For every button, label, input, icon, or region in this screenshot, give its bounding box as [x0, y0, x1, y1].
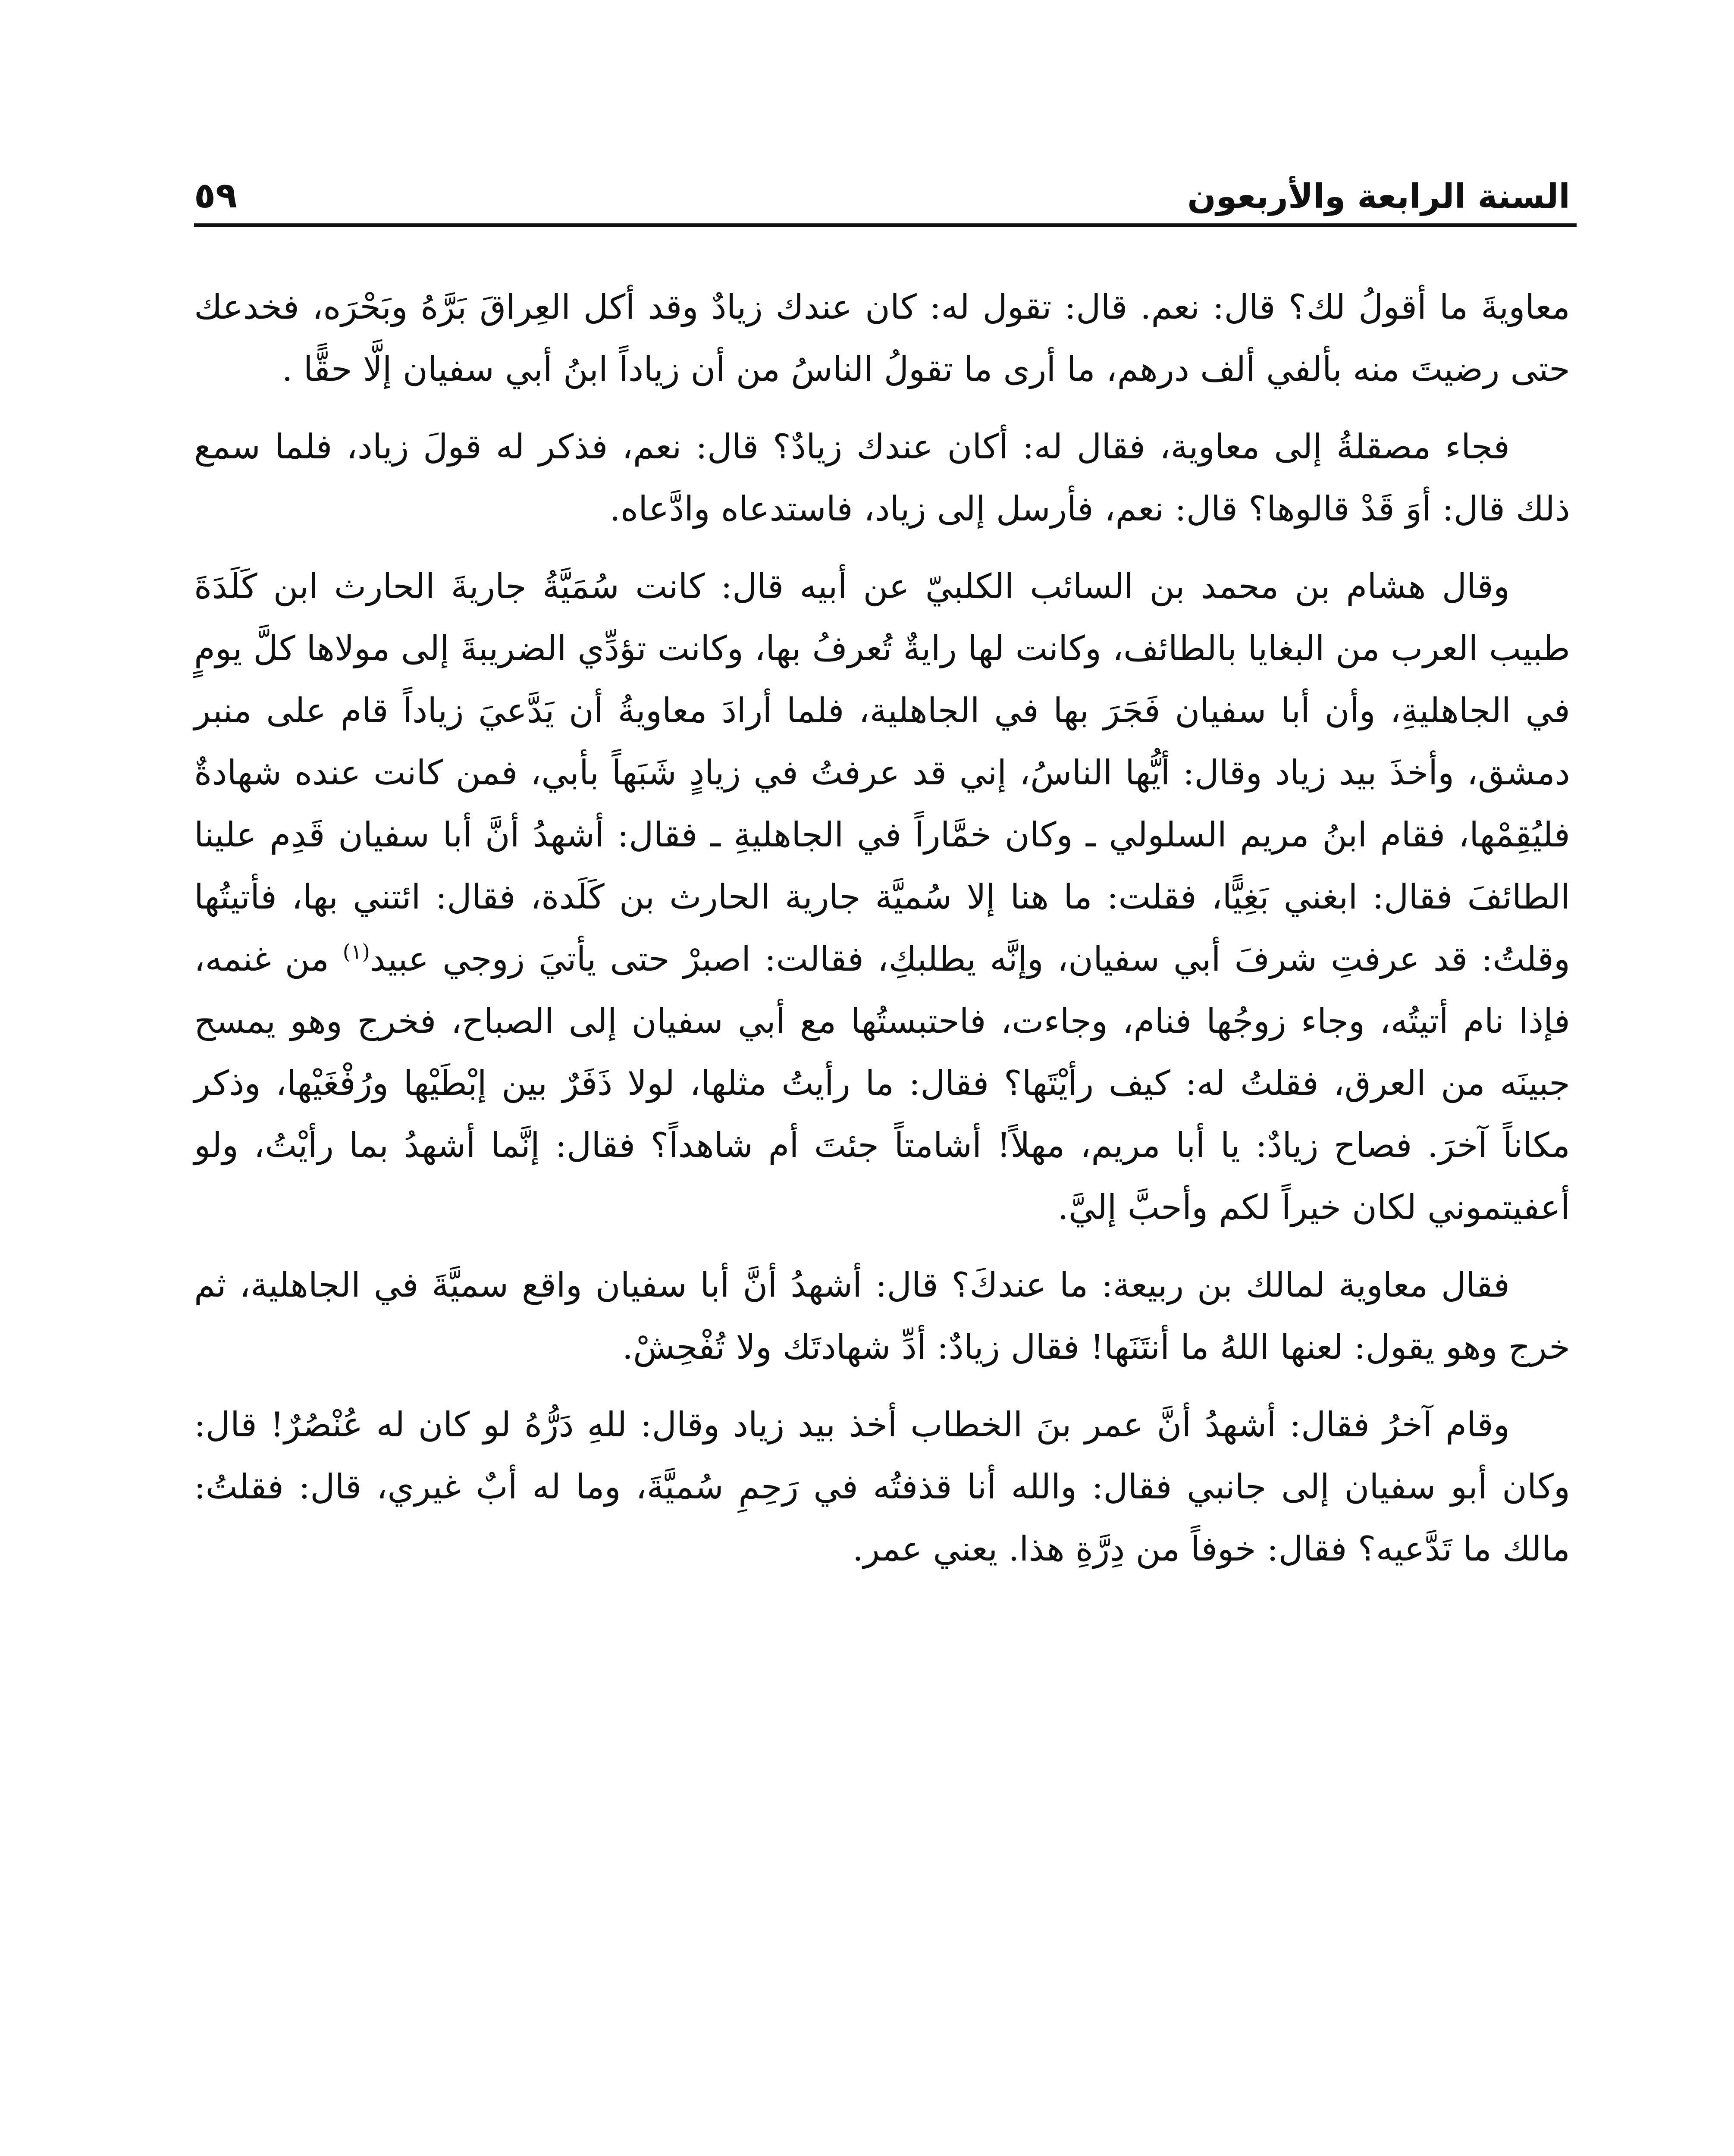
paragraph-umar-testimony: وقام آخرُ فقال: أشهدُ أنَّ عمر بنَ الخطاب أخذ بيد زياد وقال: للهِ دَرُّهُ لو كان له عُنْصُرٌ! قال: وكان أبو سفيان إلى جانبي فقال: والله أنا قذفتُه في رَحِمِ سُميَّةَ، وما له أبٌ غيري، قال: فقلتُ: مالك ما تَدَّعيه؟ فقال: خوفاً من دِرَّةِ هذا. يعني عمر. [194, 1405, 1570, 1569]
paragraph-text-part: وقال هشام بن محمد بن السائب الكلبيّ عن أبيه قال: كانت سُمَيَّةُ جاريةَ الحارث ابن كَلَدَةَ طبيب العرب من البغايا بالطائف، وكانت لها رايةٌ تُعرفُ بها، وكانت تؤدِّي الضريبةَ إلى مولاها كلَّ يومٍ في الجاهليةِ، وأن أبا سفيان فَجَرَ بها في الجاهلية، فلما أرادَ معاويةُ أن يَدَّعيَ زياداً قام على منبر دمشق، وأخذَ بيد زياد وقال: أيُّها الناسُ، إني قد عرفتُ في زيادٍ شَبَهاً بأبي، فمن كانت عنده شهادةٌ فليُقِمْها، فقام ابنُ مريم السلولي ـ وكان خمَّاراً في الجاهليةِ ـ فقال: أشهدُ أنَّ أبا سفيان قَدِم علينا الطائفَ فقال: ابغني بَغِيًّا، فقلت: ما هنا إلا سُميَّة جارية الحارث بن كَلَدة، فقال: ائتني بها، فأتيتُها وقلتُ: قد عرفتِ شرفَ أبي سفيان، وإنَّه يطلبكِ، فقالت: اصبرْ حتى يأتيَ زوجي عبيد [194, 567, 1570, 979]
paragraph-continuation: معاويةَ ما أقولُ لك؟ قال: نعم. قال: تقول له: كان عندك زيادٌ وقد أكل العِراقَ بَرَّهُ وبَحْرَه، فخدعك حتى رضيتَ منه بألفي ألف درهم، ما أرى ما تقولُ الناسُ من أن زياداً ابنُ أبي سفيان إلَّا حقًّا . [194, 287, 1570, 389]
paragraph-text-part: من غنمه، فإذا نام أتيتُه، وجاء زوجُها فنام، وجاءت، فاحتبستُها مع أبي سفيان إلى الصباح، فخرج وهو يمسح جبينَه من العرق، فقلتُ له: كيف رأيْتَها؟ فقال: ما رأيتُ مثلها، لولا ذَفَرٌ بين إبْطَيْها ورُفْغَيْها، وذكر مكاناً آخرَ. فصاح زيادٌ: يا أبا مريم، مهلاً! أشامتاً جئتَ أم شاهداً؟ فقال: إنَّما أشهدُ بما رأيْتُ، ولو أعفيتموني لكان خيراً لكم وأحبَّ إليَّ. [194, 939, 1570, 1227]
page-number: ٥٩ [194, 175, 238, 216]
running-header [194, 153, 1570, 216]
paragraph-masqala: فجاء مصقلةُ إلى معاوية، فقال له: أكان عندك زيادٌ؟ قال: نعم، فذكر له قولَ زياد، فلما سمع ذلك قال: أوَ قَدْ قالوها؟ قال: نعم، فأرسل إلى زياد، فاستدعاه وادَّعاه. [194, 427, 1570, 529]
body-text [194, 276, 1570, 1595]
paragraph-malik-testimony: فقال معاوية لمالك بن ربيعة: ما عندكَ؟ قال: أشهدُ أنَّ أبا سفيان واقع سميَّةَ في الجاهلية، ثم خرج وهو يقول: لعنها اللهُ ما أنتَنَها! فقال زيادٌ: أدِّ شهادتَك ولا تُفْحِشْ. [194, 1265, 1570, 1367]
footnote-marker[interactable]: (١) [342, 940, 370, 964]
paragraph-hisham-narration [194, 555, 1570, 1238]
header-divider [194, 223, 1577, 227]
chapter-title: السنة الرابعة والأربعون [1187, 177, 1570, 216]
